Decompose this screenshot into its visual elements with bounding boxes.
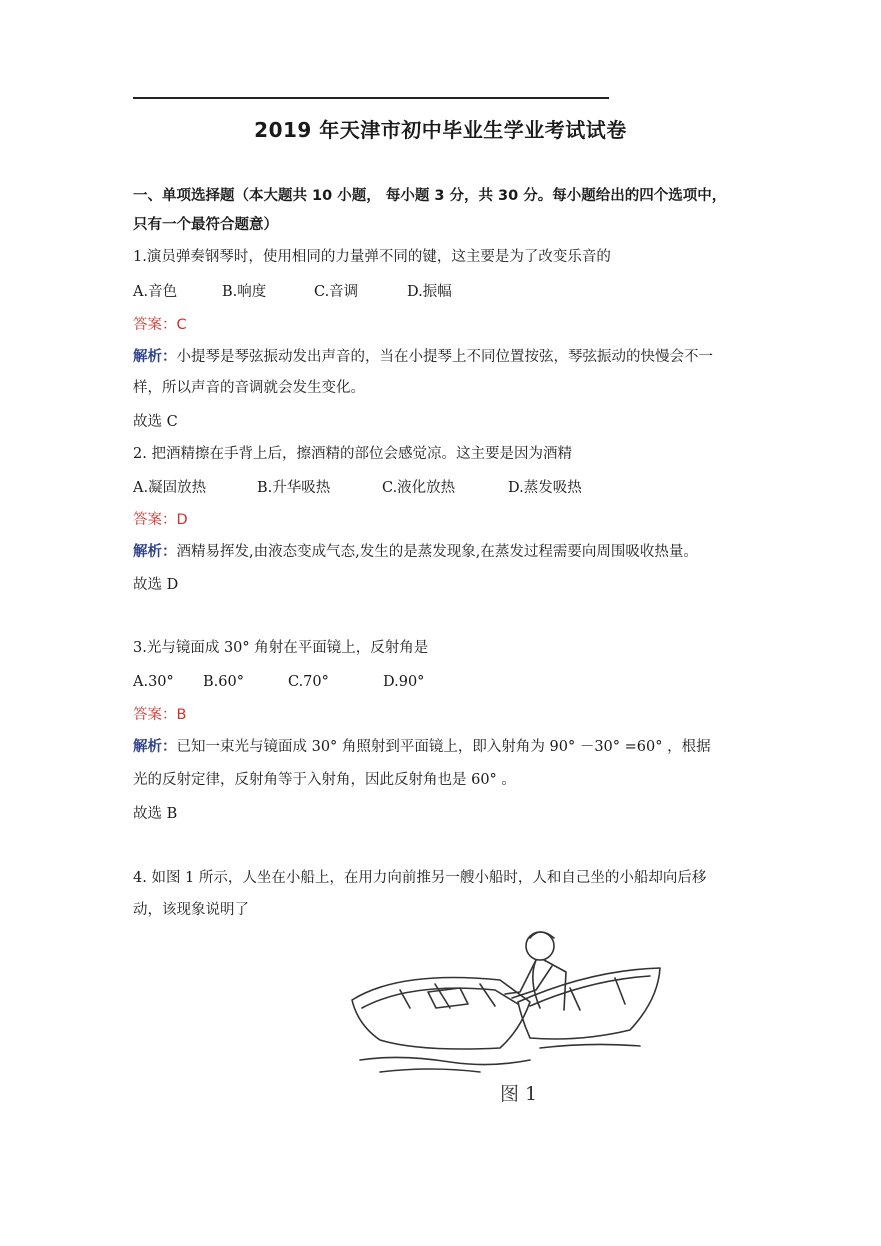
q4-stem-line2: 动，该现象说明了 — [133, 902, 249, 918]
answer-label: 答案： — [133, 707, 177, 723]
figure-caption: 图 1 — [500, 1083, 538, 1105]
q3-choose: 故选 B — [133, 806, 178, 822]
q2-answer-value: D — [176, 512, 188, 528]
q3-analysis-line1 — [133, 737, 711, 757]
q3-answer-value: B — [176, 707, 187, 723]
analysis-label: 解析： — [133, 739, 177, 755]
q2-option-d: D.蒸发吸热 — [508, 480, 582, 496]
q3-option-a: A.30° — [133, 674, 174, 690]
top-rule — [133, 97, 609, 99]
page-title: 2019 年天津市初中毕业生学业考试试卷 — [254, 118, 627, 142]
q1-answer-value: C — [176, 317, 187, 333]
q2-answer — [133, 510, 188, 530]
q2-stem: 2. 把酒精擦在手背上后，擦酒精的部位会感觉凉。这主要是因为酒精 — [133, 446, 572, 462]
q1-options — [133, 282, 452, 302]
q1-analysis-line1 — [133, 347, 713, 367]
q1-option-d: D.振幅 — [407, 284, 452, 300]
q2-option-a: A.凝固放热 — [133, 480, 207, 496]
q2-options — [133, 478, 582, 498]
section-heading-line1: 一、单项选择题（本大题共 10 小题， 每小题 3 分，共 30 分。每小题给出的四个选项中， — [133, 188, 727, 204]
q1-option-c: C.音调 — [314, 284, 359, 300]
q1-option-a: A.音色 — [133, 284, 178, 300]
q3-option-d: D.90° — [383, 674, 425, 690]
q3-options — [133, 672, 424, 692]
q1-choose: 故选 C — [133, 414, 178, 430]
analysis-label: 解析： — [133, 349, 177, 365]
section-heading-line2: 只有一个最符合题意） — [133, 217, 278, 233]
q2-option-c: C.液化放热 — [382, 480, 456, 496]
q2-choose: 故选 D — [133, 577, 179, 593]
q4-stem-line1: 4. 如图 1 所示，人坐在小船上，在用力向前推另一艘小船时，人和自己坐的小船却向后移 — [133, 870, 707, 886]
q1-analysis-text1: 小提琴是琴弦振动发出声音的，当在小提琴上不同位置按弦，琴弦振动的快慢会不一 — [176, 349, 713, 365]
answer-label: 答案： — [133, 317, 177, 333]
q3-analysis-line2: 光的反射定律，反射角等于入射角，因此反射角也是 60° 。 — [133, 772, 516, 788]
q3-option-b: B.60° — [203, 674, 244, 690]
q1-option-b: B.响度 — [222, 284, 267, 300]
q3-analysis-text1: 已知一束光与镜面成 30° 角照射到平面镜上，即入射角为 90° －30° =60° ，根据 — [176, 739, 711, 755]
answer-label: 答案： — [133, 512, 177, 528]
q1-analysis-line2: 样，所以声音的音调就会发生变化。 — [133, 380, 365, 396]
q3-option-c: C.70° — [288, 674, 329, 690]
q2-analysis-text1: 酒精易挥发,由液态变成气态,发生的是蒸发现象,在蒸发过程需要向周围吸收热量。 — [176, 544, 698, 560]
q3-stem: 3.光与镜面成 30° 角射在平面镜上，反射角是 — [133, 640, 429, 656]
analysis-label: 解析： — [133, 544, 177, 560]
q2-option-b: B.升华吸热 — [257, 480, 331, 496]
q2-analysis-line1 — [133, 542, 698, 562]
q1-answer — [133, 315, 187, 335]
q3-answer — [133, 705, 186, 725]
q1-stem: 1.演员弹奏钢琴时，使用相同的力量弹不同的键，这主要是为了改变乐音的 — [133, 249, 611, 265]
